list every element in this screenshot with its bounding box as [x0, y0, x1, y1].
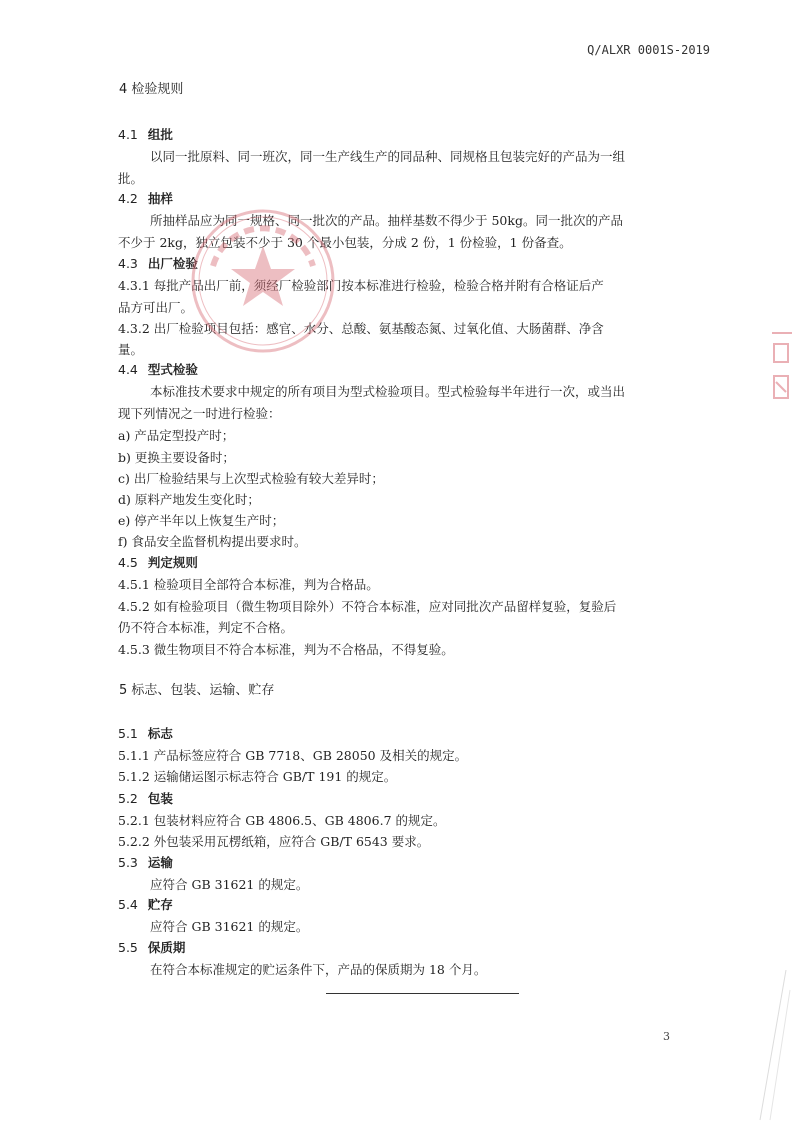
heading-5-1: 5.1 标志	[118, 726, 173, 741]
list-item-d: d) 原料产地发生变化时；	[118, 492, 260, 507]
heading-4-3: 4.3 出厂检验	[118, 256, 198, 271]
heading-4-4: 4.4 型式检验	[118, 362, 198, 377]
para-4-4-line1: 本标准技术要求中规定的所有项目为型式检验项目。型式检验每半年进行一次，或当出	[150, 384, 626, 399]
para-4-1-line1: 以同一批原料、同一班次，同一生产线生产的同品种、同规格且包装完好的产品为一组	[150, 149, 626, 164]
para-4-5-1: 4.5.1 检验项目全部符合本标准，判为合格品。	[118, 577, 379, 592]
section-5-title: 5 标志、包装、运输、贮存	[119, 683, 275, 698]
section-4-title: 4 检验规则	[119, 82, 184, 97]
heading-5-3: 5.3 运输	[118, 855, 173, 870]
para-4-3-2-line1: 4.3.2 出厂检验项目包括：感官、水分、总酸、氨基酸态氮、过氧化值、大肠菌群、净含	[118, 321, 604, 336]
para-4-4-line2: 现下列情况之一时进行检验：	[118, 406, 281, 421]
para-4-2-line1: 所抽样品应为同一规格、同一批次的产品。抽样基数不得少于 50kg。同一批次的产品	[150, 213, 623, 228]
para-4-3-2-line2: 量。	[118, 342, 144, 357]
heading-5-2: 5.2 包装	[118, 791, 173, 806]
para-5-1-1: 5.1.1 产品标签应符合 GB 7718、GB 28050 及相关的规定。	[118, 748, 468, 763]
list-item-e: e) 停产半年以上恢复生产时；	[118, 513, 285, 528]
list-item-f: f) 食品安全监督机构提出要求时。	[118, 534, 307, 549]
heading-4-5: 4.5 判定规则	[118, 555, 198, 570]
para-4-2-line2: 不少于 2kg，独立包装不少于 30 个最小包装，分成 2 份，1 份检验，1 份备查。	[118, 235, 572, 250]
heading-5-5: 5.5 保质期	[118, 940, 186, 955]
para-4-5-3: 4.5.3 微生物项目不符合本标准，判为不合格品，不得复验。	[118, 642, 454, 657]
para-5-2-2: 5.2.2 外包装采用瓦楞纸箱，应符合 GB/T 6543 要求。	[118, 834, 430, 849]
seal-star-icon	[231, 246, 295, 306]
doc-code: Q/ALXR 0001S-2019	[587, 43, 710, 57]
para-4-3-1-line1: 4.3.1 每批产品出厂前，须经厂检验部门按本标准进行检验，检验合格并附有合格证后产	[118, 278, 604, 293]
list-item-a: a) 产品定型投产时；	[118, 428, 235, 443]
heading-4-1: 4.1 组批	[118, 127, 173, 142]
para-5-3: 应符合 GB 31621 的规定。	[150, 877, 309, 892]
heading-5-4: 5.4 贮存	[118, 897, 173, 912]
para-4-5-2-line1: 4.5.2 如有检验项目（微生物项目除外）不符合本标准，应对同批次产品留样复验，复验后	[118, 599, 617, 614]
company-seal	[188, 206, 338, 356]
para-5-1-2: 5.1.2 运输储运图示标志符合 GB/T 191 的规定。	[118, 769, 397, 784]
end-rule	[326, 993, 519, 994]
para-5-5: 在符合本标准规定的贮运条件下，产品的保质期为 18 个月。	[150, 962, 487, 977]
list-item-c: c) 出厂检验结果与上次型式检验有较大差异时；	[118, 471, 384, 486]
page-number: 3	[663, 1030, 670, 1043]
para-5-4: 应符合 GB 31621 的规定。	[150, 919, 309, 934]
list-item-b: b) 更换主要设备时；	[118, 450, 235, 465]
para-4-5-2-line2: 仍不符合本标准，判定不合格。	[118, 620, 294, 635]
scan-artifact-lines	[750, 970, 792, 1122]
para-5-2-1: 5.2.1 包装材料应符合 GB 4806.5、GB 4806.7 的规定。	[118, 813, 446, 828]
para-4-1-line2: 批。	[118, 171, 144, 186]
para-4-3-1-line2: 品方可出厂。	[118, 300, 194, 315]
heading-4-2: 4.2 抽样	[118, 191, 173, 206]
edge-seal-fragment	[764, 330, 792, 420]
